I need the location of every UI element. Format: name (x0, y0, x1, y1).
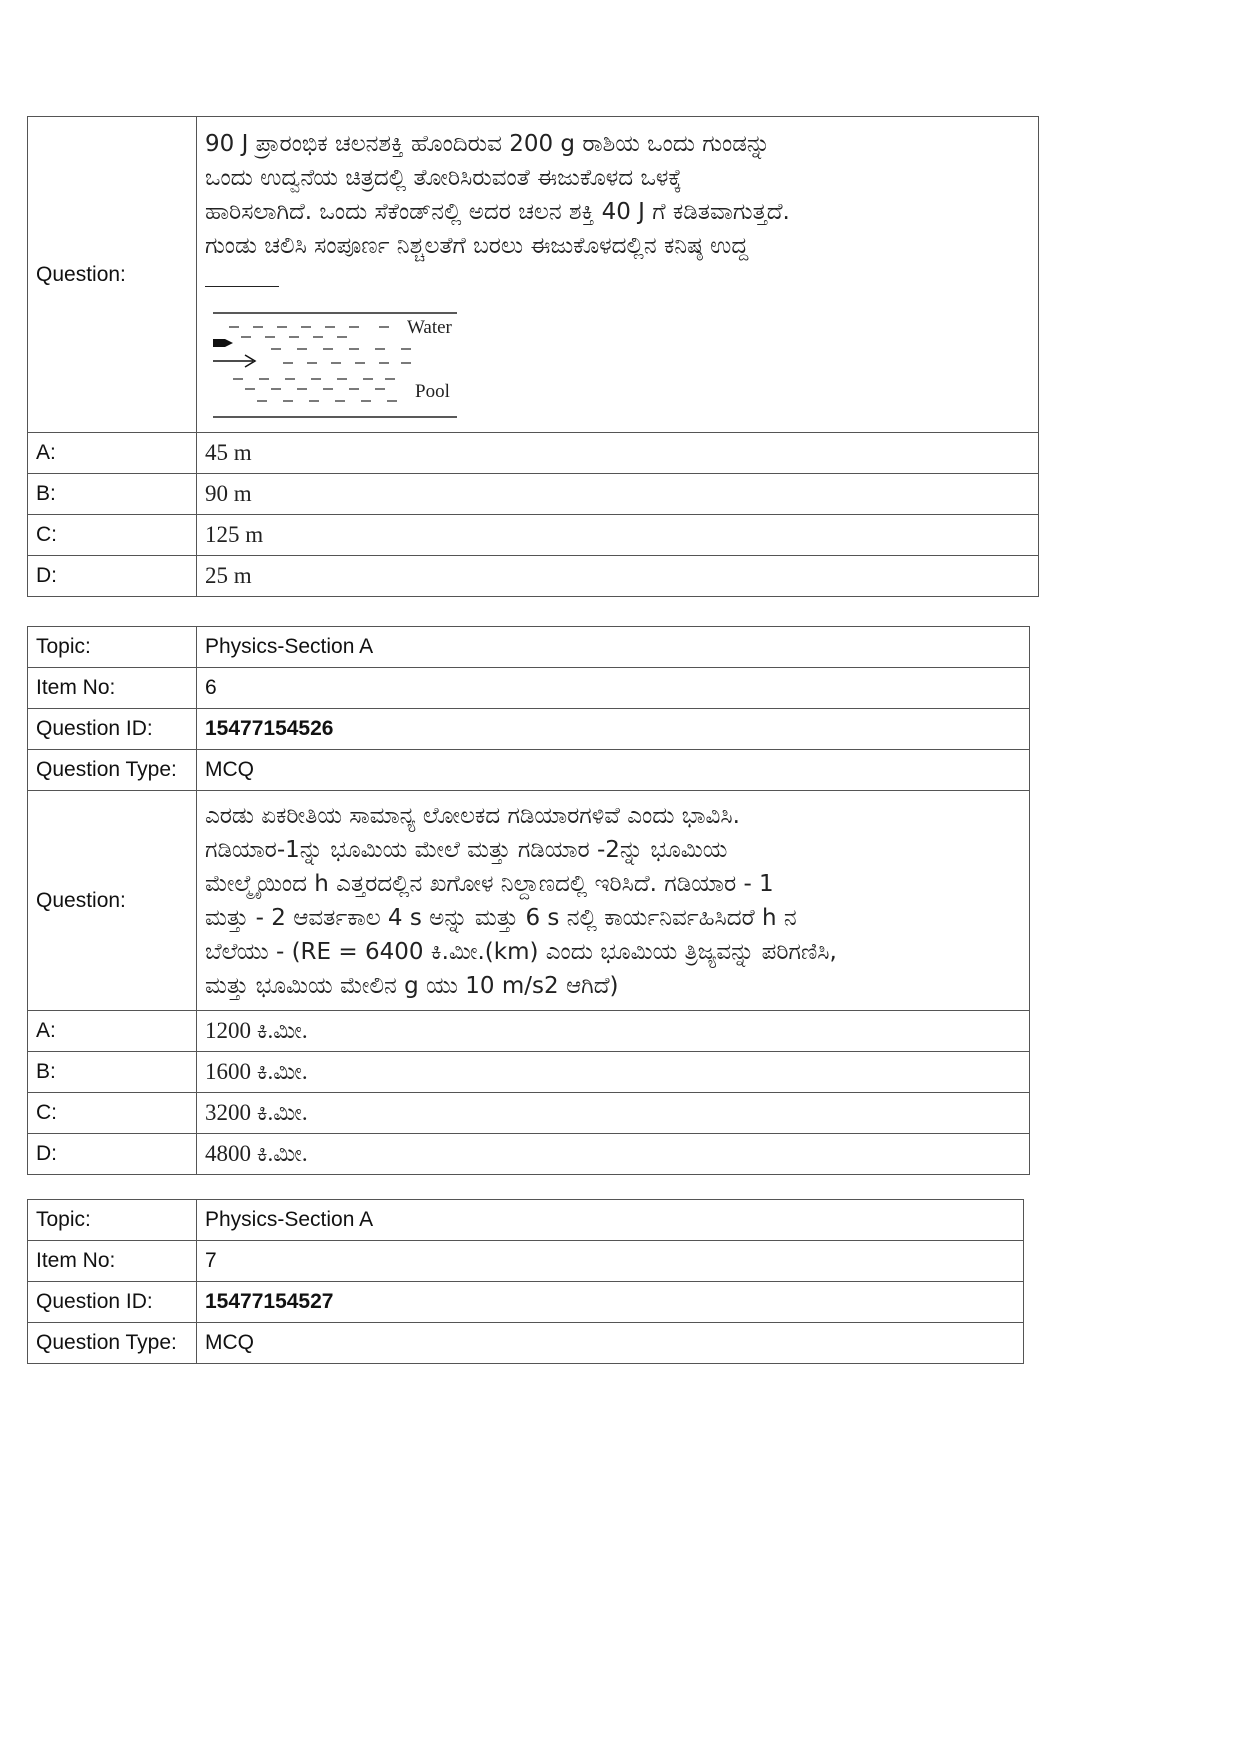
qtype-label: Question Type: (28, 750, 197, 791)
pool-diagram (211, 309, 461, 421)
question-label: Question: (28, 791, 197, 1011)
question-line: 90 J ಪ್ರಾರಂಭಿಕ ಚಲನಶಕ್ತಿ ಹೊಂದಿರುವ 200 g ರಾಶಿಯ ಒಂದು ಗುಂಡನ್ನು (205, 131, 771, 157)
option-value: 125 m (197, 515, 1039, 556)
option-row-d (28, 556, 1039, 597)
option-row-a (28, 1011, 1030, 1052)
option-label: C: (28, 515, 197, 556)
item-label: Item No: (28, 668, 197, 709)
item-value: 6 (197, 668, 1030, 709)
water-dashes (229, 327, 411, 401)
option-row-d (28, 1134, 1030, 1175)
topic-value: Physics-Section A (197, 627, 1030, 668)
question-line: ಮತ್ತು - 2 ಆವರ್ತಕಾಲ 4 s ಅನ್ನು ಮತ್ತು 6 s ನಲ್ಲಿ ಕಾರ್ಯನಿರ್ವಹಿಸಿದರೆ h ನ (205, 904, 797, 931)
option-value: 4800 ಕಿ.ಮೀ. (197, 1134, 1030, 1175)
question-row (28, 791, 1030, 1011)
option-value: 1200 ಕಿ.ಮೀ. (197, 1011, 1030, 1052)
option-label: B: (28, 1052, 197, 1093)
qtype-label: Question Type: (28, 1323, 197, 1364)
option-label: A: (28, 1011, 197, 1052)
option-row-b (28, 1052, 1030, 1093)
water-label: Water (407, 317, 452, 338)
question-line: ಎರಡು ಏಕರೀತಿಯ ಸಾಮಾನ್ಯ ಲೋಲಕದ ಗಡಿಯಾರಗಳಿವೆ ಎಂದು ಭಾವಿಸಿ. (205, 802, 740, 829)
answer-blank (205, 263, 1030, 297)
qid-row (28, 709, 1030, 750)
question-table-7 (27, 1199, 1024, 1364)
option-label: D: (28, 1134, 197, 1175)
topic-label: Topic: (28, 1200, 197, 1241)
option-row-c (28, 1093, 1030, 1134)
option-value: 1600 ಕಿ.ಮೀ. (197, 1052, 1030, 1093)
qid-value: 15477154527 (197, 1282, 1024, 1323)
qtype-value: MCQ (197, 750, 1030, 791)
option-label: C: (28, 1093, 197, 1134)
item-label: Item No: (28, 1241, 197, 1282)
option-value: 45 m (197, 433, 1039, 474)
question-cell (197, 791, 1030, 1011)
option-value: 90 m (197, 474, 1039, 515)
question-line: ಗುಂಡು ಚಲಿಸಿ ಸಂಪೂರ್ಣ ನಿಶ್ಚಲತೆಗೆ ಬರಲು ಈಜುಕೊಳದಲ್ಲಿನ ಕನಿಷ್ಠ ಉದ್ದ (205, 233, 749, 259)
topic-value: Physics-Section A (197, 1200, 1024, 1241)
option-row-a (28, 433, 1039, 474)
qid-row (28, 1282, 1024, 1323)
qtype-row (28, 1323, 1024, 1364)
option-value: 3200 ಕಿ.ಮೀ. (197, 1093, 1030, 1134)
pool-figure (211, 309, 1030, 427)
question-table-5 (27, 116, 1039, 597)
topic-row (28, 627, 1030, 668)
question-table-6 (27, 626, 1030, 1175)
question-line: ಒಂದು ಉದ್ವನೆಯ ಚಿತ್ರದಲ್ಲಿ ತೋರಿಸಿರುವಂತೆ ಈಜುಕೊಳದ ಒಳಕ್ಕೆ (205, 165, 682, 191)
topic-row (28, 1200, 1024, 1241)
qtype-row (28, 750, 1030, 791)
option-row-c (28, 515, 1039, 556)
question-label: Question: (28, 117, 197, 433)
qid-label: Question ID: (28, 1282, 197, 1323)
bullet-shape (213, 339, 233, 347)
question-text (205, 799, 1021, 1003)
option-label: B: (28, 474, 197, 515)
question-row (28, 117, 1039, 433)
question-line: ಮೇಲ್ಮೈಯಿಂದ h ಎತ್ತರದಲ್ಲಿನ ಖಗೋಳ ನಿಲ್ದಾಣದಲ್ಲಿ ಇರಿಸಿದೆ. ಗಡಿಯಾರ - 1 (205, 870, 774, 897)
pool-label: Pool (415, 381, 450, 402)
arrow-right-icon (213, 355, 255, 367)
question-line: ಬೆಲೆಯು - (RE = 6400 ಕಿ.ಮೀ.(km) ಎಂದು ಭೂಮಿಯ ತ್ರಿಜ್ಯವನ್ನು ಪರಿಗಣಿಸಿ, (205, 938, 837, 965)
option-label: D: (28, 556, 197, 597)
topic-label: Topic: (28, 627, 197, 668)
item-row (28, 668, 1030, 709)
item-value: 7 (197, 1241, 1024, 1282)
question-cell (197, 117, 1039, 433)
question-line: ಹಾರಿಸಲಾಗಿದೆ. ಒಂದು ಸೆಕೆಂಡ್‌ನಲ್ಲಿ ಅದರ ಚಲನ ಶಕ್ತಿ 40 J ಗೆ ಕಡಿತವಾಗುತ್ತದೆ. (205, 199, 790, 225)
option-value: 25 m (197, 556, 1039, 597)
question-line: ಗಡಿಯಾರ-1ನ್ನು ಭೂಮಿಯ ಮೇಲೆ ಮತ್ತು ಗಡಿಯಾರ -2ನ್ನು ಭೂಮಿಯ (205, 836, 728, 863)
qid-label: Question ID: (28, 709, 197, 750)
qtype-value: MCQ (197, 1323, 1024, 1364)
option-row-b (28, 474, 1039, 515)
option-label: A: (28, 433, 197, 474)
item-row (28, 1241, 1024, 1282)
qid-value: 15477154526 (197, 709, 1030, 750)
question-line: ಮತ್ತು ಭೂಮಿಯ ಮೇಲಿನ g ಯು 10 m/s2 ಆಗಿದೆ) (205, 972, 619, 999)
question-text (205, 127, 1030, 297)
